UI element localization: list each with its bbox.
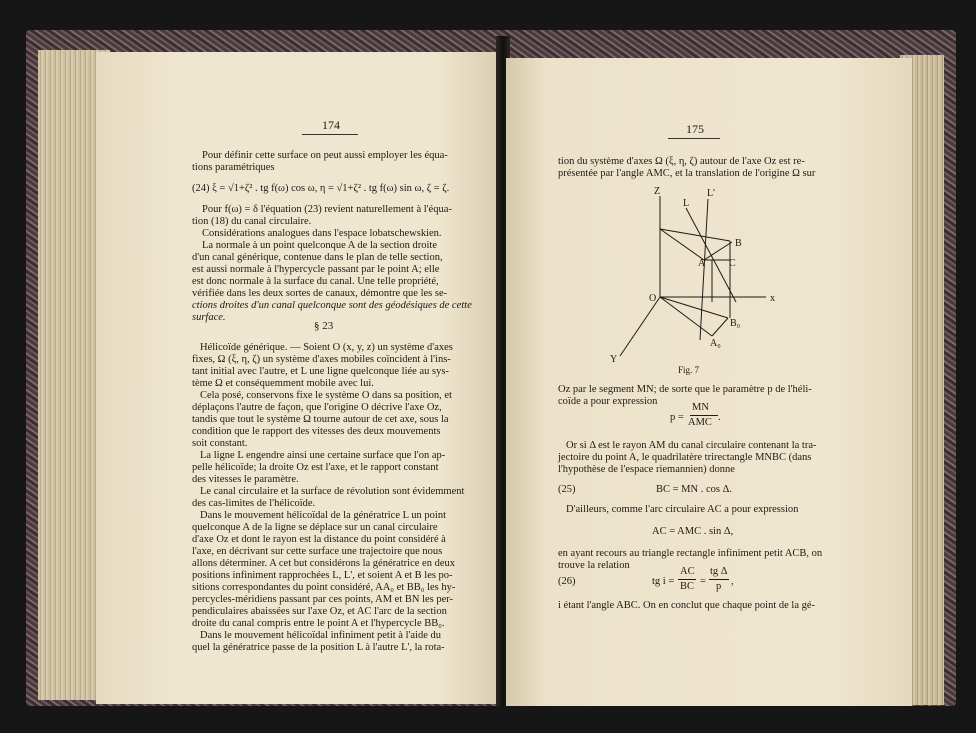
construction-line [660, 297, 712, 336]
text-line: Hélicoïde générique. — Soient O (x, y, z) un système d'axes [200, 342, 453, 353]
section-heading: § 23 [314, 320, 334, 332]
left-page [96, 52, 500, 704]
text-line: Oz par le segment MN; de sorte que le paramètre p de l'héli- [558, 384, 812, 395]
label-o: O [649, 293, 657, 304]
text-line: ctions droites d'un canal quelconque sont des géodésiques de cette [192, 300, 472, 311]
fraction-bar [678, 579, 696, 580]
text-line: d'axe Oz et dont le rayon est la distance du point considéré à [192, 534, 446, 545]
figure-7-diagram [602, 184, 786, 364]
formula-lhs: p = [670, 412, 684, 423]
construction-line [660, 229, 730, 241]
text-line: tandis que tout le système Ω tourne autour de cet axe, sous la [192, 414, 449, 425]
text-line: Considérations analogues dans l'espace lobatschewskien. [202, 228, 442, 239]
page-number-rule [668, 138, 720, 139]
text-line: D'ailleurs, comme l'arc circulaire AC a pour expression [566, 504, 799, 515]
text-line: des cas-limites de l'hélicoïde. [192, 498, 316, 509]
text-line: est aussi normale à l'hypercycle passant par le point A; elle [192, 264, 440, 275]
text-line: positions infiniment rapprochées L, L', et soient A et B les po- [192, 570, 453, 581]
label-y: Y [610, 354, 618, 364]
equation-25: BC = MN . cos Δ. [656, 484, 732, 495]
page-number-rule [302, 134, 358, 135]
label-b: B [735, 238, 742, 249]
page-number: 174 [322, 118, 340, 132]
page-number: 175 [686, 122, 704, 136]
text-line: Dans le mouvement hélicoïdal infiniment petit à l'aide du [200, 630, 441, 641]
text-line: tion (18) du canal circulaire. [192, 216, 312, 227]
text-line: est donc normale à la surface du canal. Une telle propriété, [192, 276, 439, 287]
label-x: x [770, 293, 775, 304]
text-line: vérifiée dans les deux sortes de canaux, démontre que les se- [192, 288, 448, 299]
text-line: soit constant. [192, 438, 248, 449]
text-line: en ayant recours au triangle rectangle infiniment petit ACB, on [558, 548, 823, 559]
equation-24: (24) ξ = √1+ζ² . tg f(ω) cos ω, η = √1+ζ² . tg f(ω) sin ω, ζ = ζ. [192, 183, 450, 194]
text-line: percycles-méridiens passant par ces points, AM et BN les per- [192, 594, 454, 605]
eq26-equals: = [700, 576, 706, 587]
text-line: Cela posé, conservons fixe le système O dans sa position, et [200, 390, 452, 401]
text-line: droite du canal compris entre le point A et l'hypercycle BB₀. [192, 618, 445, 629]
text-line: des vitesses le paramètre. [192, 474, 299, 485]
text-line: Pour f(ω) = δ l'équation (23) revient naturellement à l'équa- [202, 204, 452, 215]
text-line: coïde a pour expression [558, 396, 658, 407]
fraction-bar [709, 579, 729, 580]
eq26-lhs: tg i = [652, 576, 675, 587]
text-line: Or si Δ est le rayon AM du canal circulaire contenant la tra- [566, 440, 817, 451]
text-line: i étant l'angle ABC. On en conclut que chaque point de la gé- [558, 600, 816, 611]
equation-number: (25) [558, 484, 576, 495]
equation-26 [652, 566, 742, 596]
right-page [506, 58, 912, 706]
eq26-f1-den: BC [680, 581, 695, 592]
construction-line [704, 242, 732, 260]
text-line: allons déterminer. A cet but considérons la génératrice en deux [192, 558, 455, 569]
label-z: Z [654, 186, 661, 197]
eq26-f2-den: p [716, 581, 722, 592]
construction-line [712, 318, 728, 336]
text-line: déplaçons l'autre de façon, que l'origine O décrive l'axe Oz, [192, 402, 442, 413]
equation-number: (26) [558, 576, 576, 587]
text-line: pendiculaires abaissées sur l'axe Oz, et AC l'arc de la section [192, 606, 447, 617]
text-line: présentée par l'angle AMC, et la translation de l'origine Ω sur [558, 168, 816, 179]
formula-denominator: AMC [688, 417, 712, 428]
text-line: surface. [192, 312, 226, 323]
formula-numerator: MN [692, 402, 709, 413]
construction-line [660, 229, 704, 260]
text-line: d'un canal générique, contenue dans le plan de telle section, [192, 252, 443, 263]
fraction-bar [690, 415, 718, 416]
formula-period: . [718, 412, 721, 423]
y-axis-line [620, 297, 660, 356]
label-b0: B₀ [730, 318, 741, 329]
text-line: tions paramétriques [192, 162, 275, 173]
text-line: Dans le mouvement hélicoïdal de la génératrice L un point [200, 510, 446, 521]
label-a: A [698, 258, 706, 269]
line-L-prime [700, 199, 708, 340]
text-line: pelle hélicoïde; la droite Oz est l'axe, et le rapport constant [192, 462, 439, 473]
equation-ac: AC = AMC . sin Δ, [652, 526, 734, 537]
text-line: Pour définir cette surface on peut aussi employer les équa- [202, 150, 448, 161]
figure-caption: Fig. 7 [678, 365, 700, 375]
eq26-comma: , [731, 576, 734, 587]
text-line: La normale à un point quelconque A de la section droite [202, 240, 438, 251]
text-line: La ligne L engendre ainsi une certaine surface que l'on ap- [200, 450, 446, 461]
construction-line [660, 297, 728, 318]
text-line: l'axe, en décrivant sur cette surface une trajectoire que nous [192, 546, 443, 557]
text-line: condition que le rapport des vitesses des deux mouvements [192, 426, 441, 437]
text-line: l'hypothèse de l'espace riemannien) donne [558, 464, 735, 475]
text-line: Le canal circulaire et la surface de révolution sont évidemment [200, 486, 465, 497]
text-line: quel la génératrice passe de la position L à l'autre L', la rota- [192, 642, 445, 653]
label-c: C [729, 258, 736, 269]
label-l-prime: L' [707, 188, 715, 199]
text-line: tion du système d'axes Ω (ξ, η, ζ) autour de l'axe Oz est re- [558, 156, 805, 167]
text-line: tant initial avec l'autre, et L une ligne quelconque liée au sys- [192, 366, 449, 377]
label-a0: A₀ [710, 338, 721, 349]
text-line: trouve la relation [558, 560, 630, 571]
text-line: sitions correspondantes du point considéré, AA₀ et BB₀ les hy- [192, 582, 456, 593]
label-l: L [683, 198, 690, 209]
text-line: quelconque A de la ligne se déplace sur un canal circulaire [192, 522, 438, 533]
text-line: tème Ω et conséquemment mobile avec lui. [192, 378, 374, 389]
text-line: jectoire du point A, le quadrilatère trirectangle MNBC (dans [558, 452, 812, 463]
eq26-f1-num: AC [680, 566, 695, 577]
eq26-f2-num: tg Δ [710, 566, 728, 577]
text-line: fixes, Ω (ξ, η, ζ) un système d'axes mobiles coïncident à l'ins- [192, 354, 451, 365]
